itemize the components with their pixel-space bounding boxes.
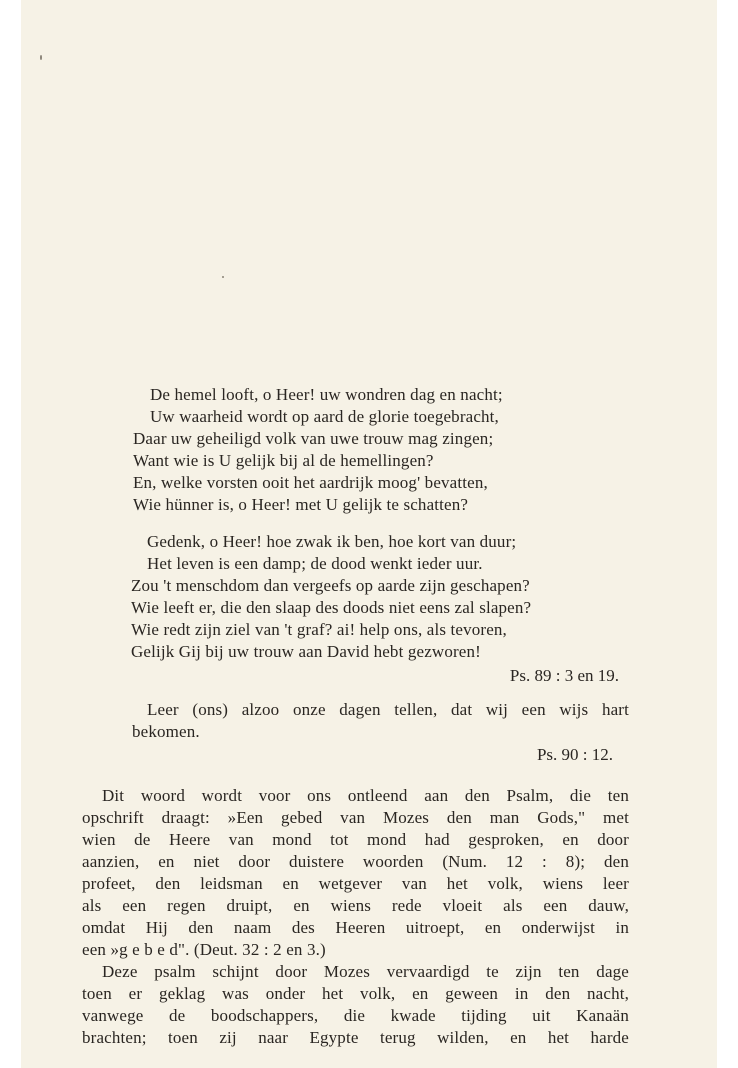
body-line: toen er geklag was onder het volk, en geween in den nacht, [82,984,629,1003]
body-line: wien de Heere van mond tot mond had gesproken, en door [82,830,629,849]
poem-line: Gedenk, o Heer! hoe zwak ik ben, hoe kort van duur; [147,532,517,551]
poem-reference: Ps. 89 : 3 en 19. [509,666,619,685]
poem-line: De hemel looft, o Heer! uw wondren dag en nacht; [150,385,503,404]
body-line: aanzien, en niet door duistere woorden (Num. 12 : 8); den [82,852,629,871]
poem-line: Zou 't menschdom dan vergeefs op aarde zijn geschapen? [131,576,530,595]
poem-line: Wie redt zijn ziel van 't graf? ai! help ons, als tevoren, [131,620,507,639]
book-page [21,0,717,1068]
speck-mark [40,55,42,60]
poem-line: En, welke vorsten ooit het aardrijk moog' bevatten, [133,473,488,492]
speck-mark [222,276,224,278]
body-line: Dit woord wordt voor ons ontleend aan den Psalm, die ten [102,786,629,805]
poem-line: Want wie is U gelijk bij al de hemellingen? [133,451,434,470]
body-line: als een regen druipt, en wiens rede vloeit als een dauw, [82,896,629,915]
poem-line: Uw waarheid wordt op aard de glorie toegebracht, [150,407,499,426]
motto-reference: Ps. 90 : 12. [536,745,613,764]
motto-line: bekomen. [132,722,200,741]
body-line: Deze psalm schijnt door Mozes vervaardigd te zijn ten dage [102,962,629,981]
poem-line: Het leven is een damp; de dood wenkt ieder uur. [147,554,483,573]
poem-line: Wie hünner is, o Heer! met U gelijk te schatten? [133,495,469,514]
body-line: vanwege de boodschappers, die kwade tijding uit Kanaän [82,1006,629,1025]
poem-line: Daar uw geheiligd volk van uwe trouw mag zingen; [133,429,494,448]
body-line: opschrift draagt: »Een gebed van Mozes den man Gods," met [82,808,629,827]
poem-line: Wie leeft er, die den slaap des doods niet eens zal slapen? [131,598,532,617]
body-line: een »g e b e d". (Deut. 32 : 2 en 3.) [82,940,326,959]
body-line: profeet, den leidsman en wetgever van het volk, wiens leer [82,874,629,893]
motto-line: Leer (ons) alzoo onze dagen tellen, dat wij een wijs hart [147,700,629,719]
body-line: brachten; toen zij naar Egypte terug wilden, en het harde [82,1028,629,1047]
body-line: omdat Hij den naam des Heeren uitroept, en onderwijst in [82,918,629,937]
poem-line: Gelijk Gij bij uw trouw aan David hebt gezworen! [131,642,481,661]
